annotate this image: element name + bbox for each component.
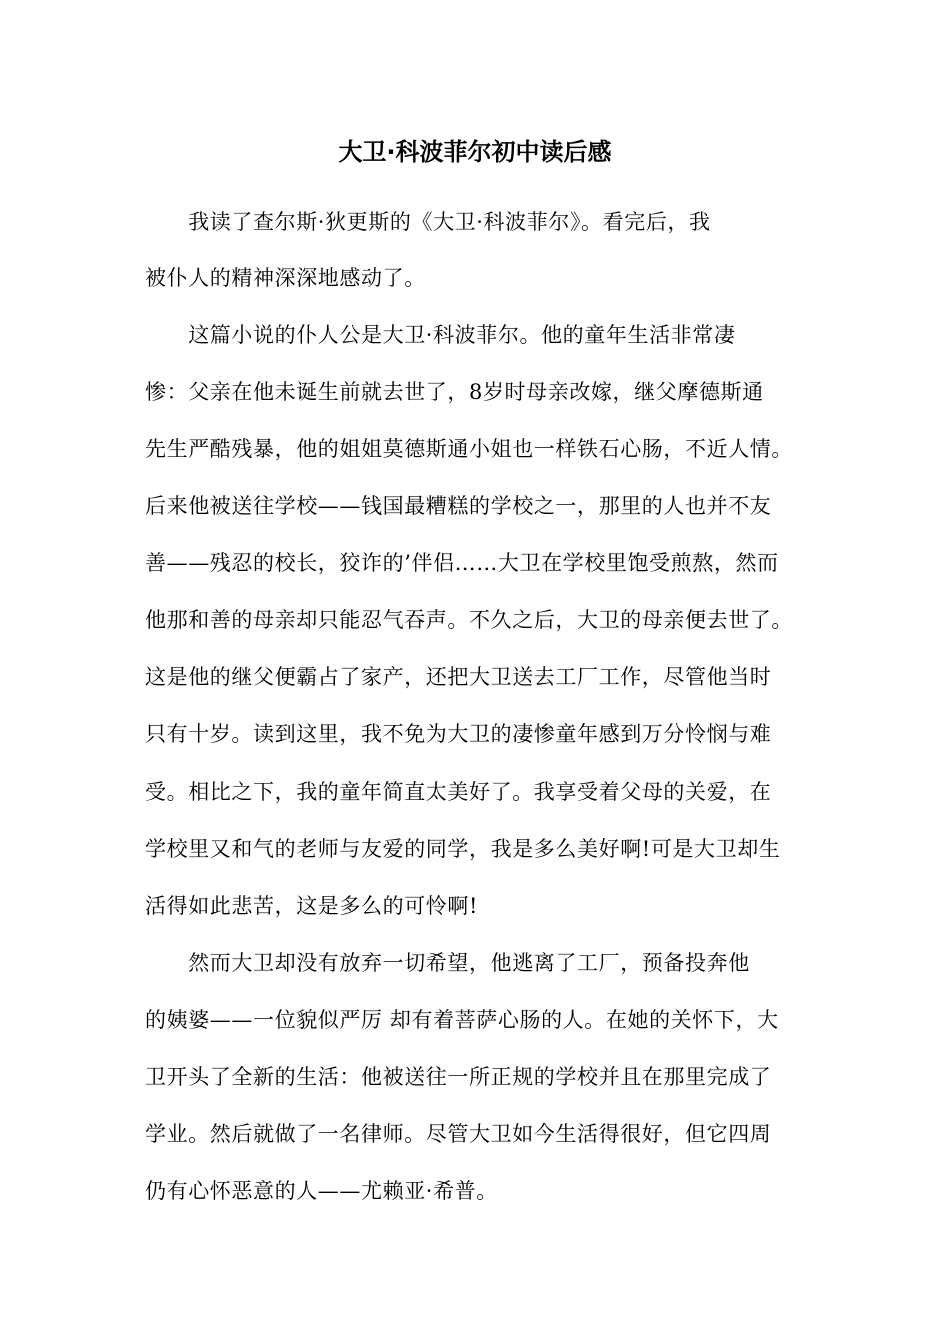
document-title: 大卫·科波菲尔初中读后感 (338, 138, 612, 166)
text-line: 后来他被送往学校——钱国最糟糕的学校之一，那里的人也并不友 (145, 494, 772, 518)
text-line: 我读了查尔斯·狄更斯的《大卫·科波菲尔》。看完后，我 (145, 210, 711, 234)
text-line: 仍有心怀恶意的人——尤赖亚·希普。 (145, 1179, 498, 1203)
text-line: 他那和善的母亲却只能忍气吞声。不久之后，大卫的母亲便去世了。 (145, 608, 793, 632)
text-line: 受。相比之下，我的童年简直太美好了。我享受着父母的关爱，在 (145, 780, 772, 804)
text-line: 只有十岁。读到这里，我不免为大卫的凄惨童年感到万分怜悯与难 (145, 722, 772, 746)
text-line: 学业。然后就做了一名律师。尽管大卫如今生活得很好，但它四周 (145, 1122, 772, 1146)
text-line: 善——残忍的校长，狡诈的’伴侣……大卫在学校里饱受煎熬，然而 (145, 551, 779, 575)
text-line: 学校里又和气的老师与友爱的同学，我是多么美好啊!可是大卫却生 (145, 837, 781, 861)
text-line: 先生严酷残暴，他的姐姐莫德斯通小姐也一样铁石心肠，不近人情。 (145, 437, 793, 461)
text-line: 这篇小说的仆人公是大卫·科波菲尔。他的童年生活非常凄 (145, 323, 736, 347)
text-line: 然而大卫却没有放弃一切希望，他逃离了工厂，预备投奔他 (145, 951, 750, 975)
text-line: 卫开头了全新的生活：他被送往一所正规的学校并且在那里完成了 (145, 1065, 772, 1089)
text-line: 这是他的继父便霸占了家产，还把大卫送去工厂工作，尽管他当时 (145, 665, 772, 689)
text-line: 惨：父亲在他未诞生前就去世了，8岁时母亲改嫁，继父摩德斯通 (145, 380, 764, 404)
text-line: 活得如此悲苦，这是多么的可怜啊! (145, 894, 479, 918)
text-line: 的姨婆——一位貌似严厉 却有着菩萨心肠的人。在她的关怀下，大 (145, 1008, 779, 1032)
text-line: 被仆人的精神深深地感动了。 (145, 266, 426, 290)
